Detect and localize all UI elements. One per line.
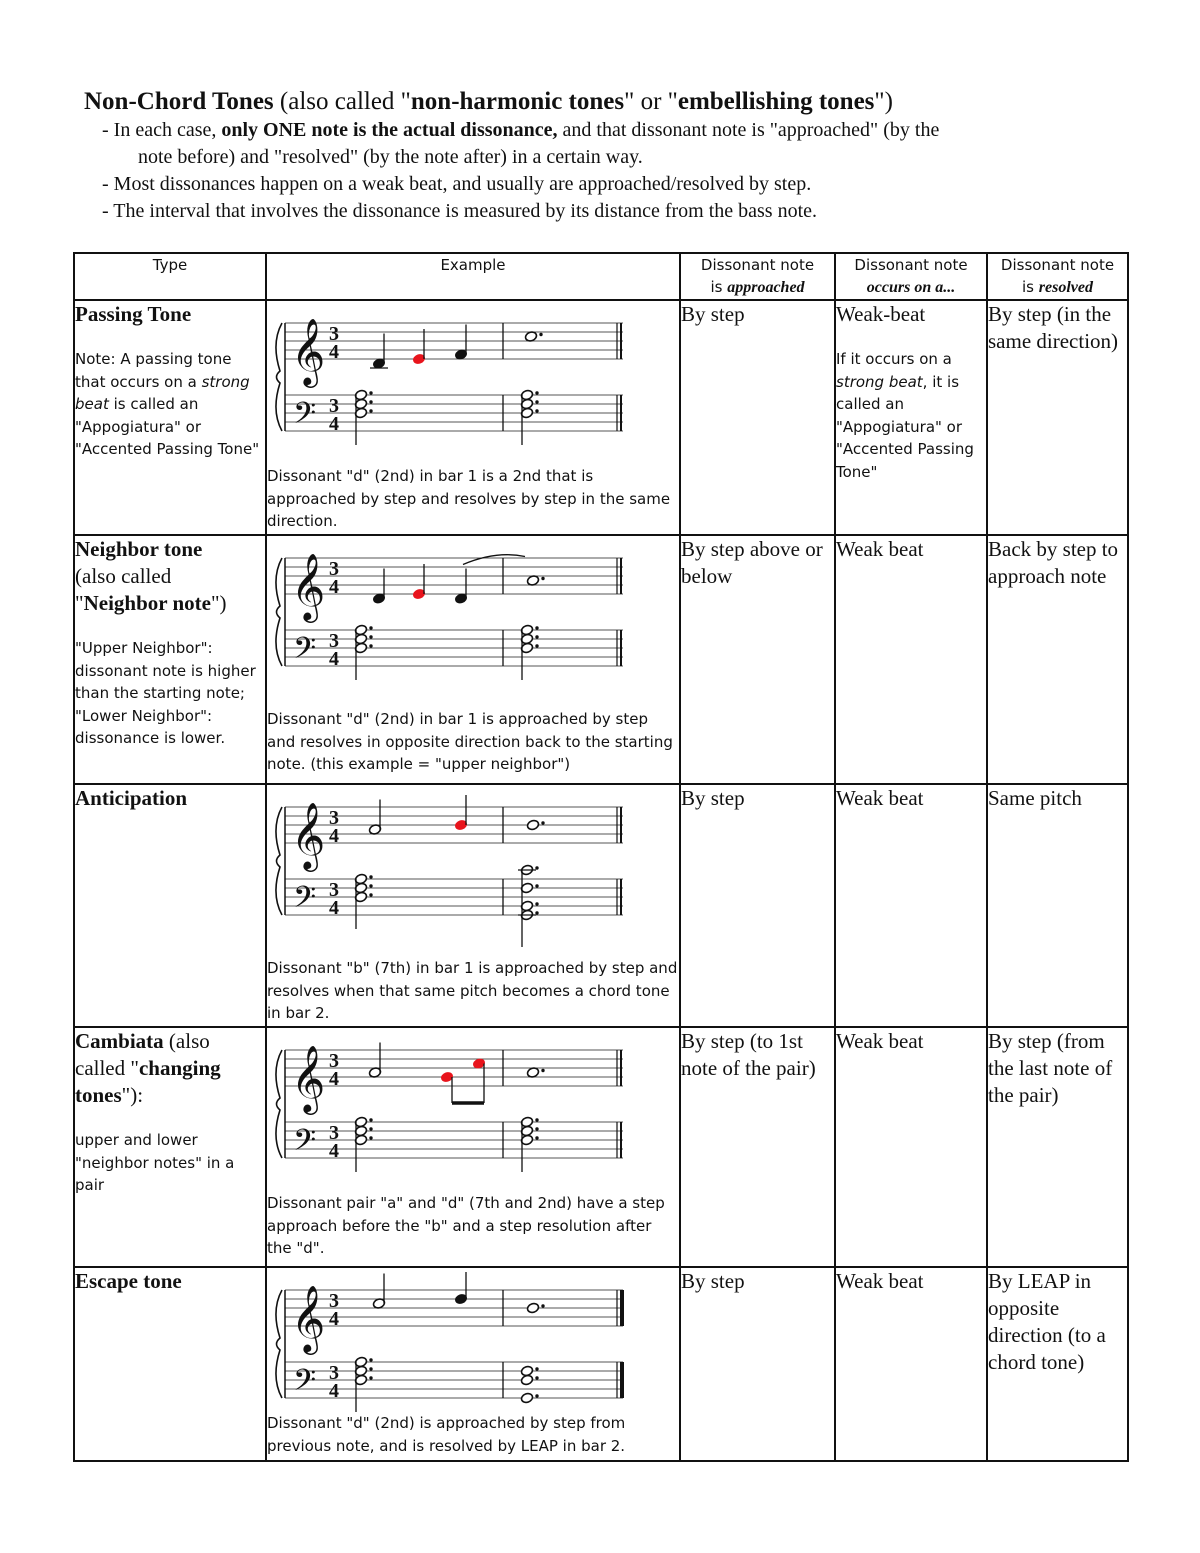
table-row [74,1027,1128,1267]
occurs-cell [835,1267,987,1461]
time-signature-top: 3 [329,1362,339,1384]
example-cell [266,535,680,784]
header-example [266,253,680,300]
header-label: Dissonant note [854,256,968,274]
bullet-text: note before) and "resolved" (by the note after) in a certain way. [138,146,643,168]
non-chord-tones-table [73,252,1129,1462]
example-caption: Dissonant "b" (7th) in bar 1 is approached by step and resolves when that same pitch becomes a chord tone in bar 2. [267,959,678,1022]
occurs-cell [835,535,987,784]
music-example [271,1272,631,1412]
example-caption: Dissonant pair "a" and "d" (7th and 2nd) have a step approach before the "b" and a step resolution after the "d". [267,1194,665,1257]
treble-clef-icon: 𝄞 [291,801,326,869]
example-caption: Dissonant "d" (2nd) is approached by step from previous note, and is resolved by LEAP in bar 2. [267,1414,626,1455]
dot [369,1118,372,1121]
type-note: upper and lower "neighbor notes" in a pair [75,1131,235,1194]
time-signature-bottom: 4 [329,1068,339,1090]
bass-clef-icon: 𝄢 [293,1124,317,1165]
resolved-cell [987,535,1128,784]
dot [369,644,372,647]
note-italic: strong beat [836,372,923,391]
resolved-value: Back by step to approach note [988,537,1119,588]
header-resolved [987,253,1128,300]
final-barline [620,807,622,843]
final-barline [620,1122,622,1158]
header-label: Dissonant note [1000,256,1115,274]
occurs-value: Weak beat [836,786,924,810]
header-emphasis: resolved [1038,279,1093,296]
bullet-text: - In each case, [102,119,222,141]
header-example-label: Example [440,256,506,274]
table-row [74,300,1128,535]
example-caption: Dissonant "d" (2nd) in bar 1 is approached by step and resolves in opposite direction back to the starting note. (this example = "upper neighbor") [267,710,673,773]
note-head [520,1392,533,1404]
dot [369,1127,372,1130]
time-signature-bottom: 4 [329,1380,339,1402]
final-barline [620,1290,624,1326]
occurs-value: Weak beat [836,537,924,561]
dot [369,400,372,403]
occurs-value: Weak beat [836,1029,924,1053]
dot [369,1136,372,1139]
bass-clef-icon: 𝄢 [293,1364,317,1405]
intro-bullets [84,117,1144,225]
dot [535,1376,538,1379]
bass-clef-icon: 𝄢 [293,397,317,438]
sub-text: ") [210,591,227,615]
dot [369,635,372,638]
header-label: is [1022,278,1039,296]
example-cell [266,784,680,1027]
brace [276,558,282,666]
resolved-cell [987,1027,1128,1267]
dot [369,1376,372,1379]
music-example [271,540,631,708]
tie [463,555,525,565]
type-cell [74,784,266,1027]
dot [535,400,538,403]
dot [535,1127,538,1130]
bullet-2: - Most dissonances happen on a weak beat, and usually are approached/resolved by step. [102,173,812,195]
dot [535,1136,538,1139]
dot [369,626,372,629]
type-name: Cambiata [75,1029,164,1053]
approached-value: By step [681,786,745,810]
brace [276,1290,282,1398]
final-barline [620,879,622,915]
dot [541,821,544,824]
title-part: " or " [624,88,678,115]
type-note: "Upper Neighbor": dissonant note is higher than the starting note; "Lower Neighbor": dissonance is lower. [75,639,256,747]
note-text: is called an "Appogiatura" or "Accented Passing Tone" [75,395,260,458]
bullet-text: and that dissonant note is "approached" (by the [557,119,940,141]
approached-cell [680,1267,835,1461]
header-type-label: Type [152,256,188,274]
example-cell [266,300,680,535]
type-cell [74,1267,266,1461]
brace [276,807,282,915]
dot [541,577,544,580]
time-signature-top: 3 [329,807,339,829]
music-example [271,305,631,465]
type-title [75,1028,265,1109]
resolved-value: By LEAP in opposite direction (to a chord tone) [988,1269,1106,1374]
type-name: Passing Tone [75,302,192,326]
type-cell [74,1027,266,1267]
header-type [74,253,266,300]
time-signature-bottom: 4 [329,1308,339,1330]
resolved-cell [987,1267,1128,1461]
treble-clef-icon: 𝄞 [291,1284,326,1352]
approached-cell [680,535,835,784]
dot [535,902,538,905]
dot [535,391,538,394]
resolved-value: By step (in the same direction) [988,302,1119,353]
dot [369,893,372,896]
approached-value: By step above or below [681,537,823,588]
note-italic: strong beat [75,372,250,413]
time-signature-top: 3 [329,1050,339,1072]
table-row [74,535,1128,784]
note-head [526,819,539,831]
occurs-value: Weak beat [836,1269,924,1293]
example-cell [266,1267,680,1461]
time-signature-top: 3 [329,558,339,580]
type-subtitle [75,563,265,617]
treble-clef-icon: 𝄞 [291,317,326,385]
approached-value: By step [681,302,745,326]
type-note [75,348,265,461]
note-text: , it is called an "Appogiatura" or "Accented Passing Tone" [836,372,974,481]
final-barline [620,323,622,359]
resolved-cell [987,784,1128,1027]
brace [276,1050,282,1158]
time-signature-bottom: 4 [329,576,339,598]
sub-text: "): [121,1083,144,1107]
occurs-note [836,348,986,483]
dot [539,333,542,336]
dot [535,884,538,887]
approached-cell [680,784,835,1027]
header-label: Dissonant note [700,256,815,274]
dot [535,866,538,869]
resolved-value: Same pitch [988,786,1082,810]
table-header-row [74,253,1128,300]
occurs-cell [835,1027,987,1267]
title-part: (also called " [273,88,411,115]
header-occurs [835,253,987,300]
time-signature-bottom: 4 [329,413,339,435]
note-text: Note: A passing tone that occurs on a [75,350,232,391]
occurs-cell [835,300,987,535]
time-signature-top: 3 [329,323,339,345]
type-cell [74,300,266,535]
header-label: is [710,278,728,296]
final-barline [620,395,622,431]
dot [369,391,372,394]
final-barline [620,630,622,666]
example-caption: Dissonant "d" (2nd) in bar 1 is a 2nd that is approached by step and resolves by step in the same direction. [267,467,671,530]
header-approached [680,253,835,300]
dot [535,635,538,638]
approached-cell [680,300,835,535]
title-term-2: embellishing tones [677,88,875,115]
note-head [520,1365,533,1377]
time-signature-top: 3 [329,1290,339,1312]
bullet-1 [102,117,1144,171]
sub-text: (also called " [75,1029,210,1080]
dot [535,1118,538,1121]
dot [535,409,538,412]
dot [535,1367,538,1370]
music-example [271,789,631,957]
time-signature-top: 3 [329,630,339,652]
final-barline [620,1050,622,1086]
treble-clef-icon: 𝄞 [291,1044,326,1112]
music-example [271,1032,631,1192]
bullet-3: - The interval that involves the dissonance is measured by its distance from the bass note. [102,200,818,222]
dot [541,1304,544,1307]
occurs-value: Weak-beat [836,302,926,326]
approached-value: By step [681,1269,745,1293]
dot [369,1358,372,1361]
time-signature-top: 3 [329,879,339,901]
bass-clef-icon: 𝄢 [293,632,317,673]
sub-text: (also called " [75,564,172,615]
dot [535,1394,538,1397]
time-signature-bottom: 4 [329,341,339,363]
dot [369,875,372,878]
time-signature-top: 3 [329,1122,339,1144]
title-main: Non-Chord Tones [84,88,274,115]
note-head [526,1302,539,1314]
approached-cell [680,1027,835,1267]
sub-bold: Neighbor note [83,591,211,615]
example-cell [266,1027,680,1267]
resolved-cell [987,300,1128,535]
type-cell [74,535,266,784]
time-signature-bottom: 4 [329,648,339,670]
type-name: Escape tone [75,1269,182,1293]
time-signature-top: 3 [329,395,339,417]
header-emphasis: approached [727,279,805,296]
resolved-value: By step (from the last note of the pair) [988,1029,1113,1107]
bass-clef-icon: 𝄢 [293,881,317,922]
bullet-bold: only ONE note is the actual dissonance, [221,119,558,141]
page-header [84,86,1144,225]
time-signature-bottom: 4 [329,897,339,919]
header-emphasis: occurs on a... [866,279,956,296]
sub-bold: changing tones [75,1056,221,1107]
page-title [84,86,1144,117]
dot [541,1069,544,1072]
note-text: If it occurs on a [836,350,952,368]
approached-value: By step (to 1st note of the pair) [681,1029,816,1080]
treble-clef-icon: 𝄞 [291,552,326,620]
dot [369,884,372,887]
dot [535,626,538,629]
time-signature-bottom: 4 [329,825,339,847]
table-row [74,1267,1128,1461]
table-row [74,784,1128,1027]
type-name: Neighbor tone [75,537,203,561]
dot [369,1367,372,1370]
type-name: Anticipation [75,786,188,810]
time-signature-bottom: 4 [329,1140,339,1162]
final-barline [620,1362,624,1398]
title-part: ") [874,88,893,115]
dot [535,644,538,647]
dot [369,409,372,412]
title-term-1: non-harmonic tones [410,88,625,115]
final-barline [620,558,622,594]
dot [535,911,538,914]
brace [276,323,282,431]
occurs-cell [835,784,987,1027]
